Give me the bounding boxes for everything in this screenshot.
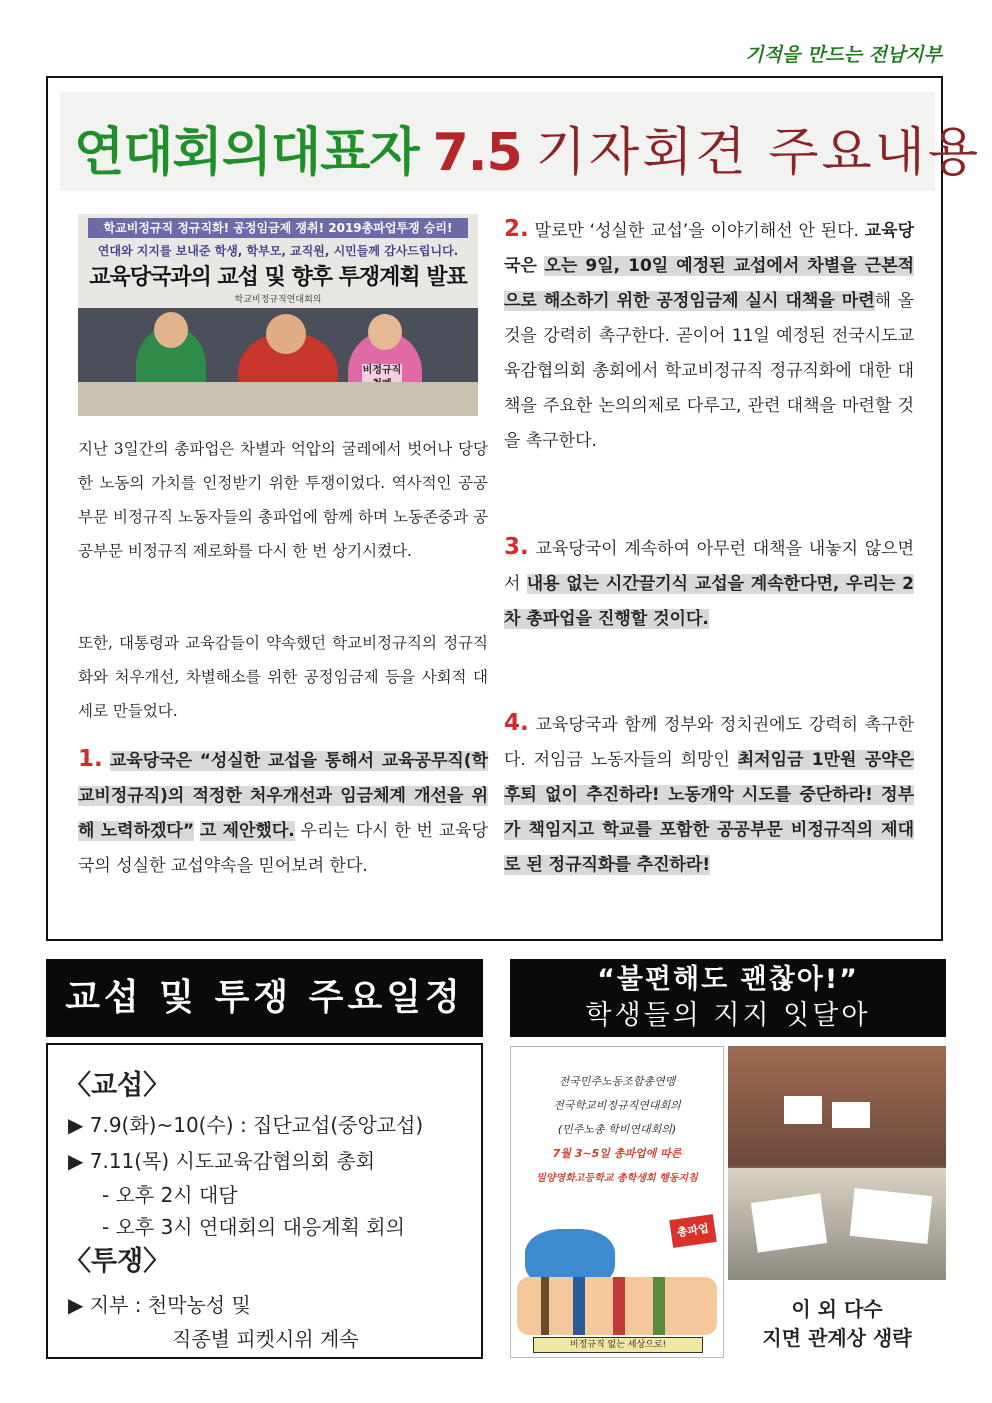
photo-banner (78, 214, 478, 308)
press-conference-box (46, 76, 982, 941)
support-heading-line2: 학생들의 지지 잇달아 (585, 1000, 871, 1031)
schedule-item-2: ▶ 7.11(목) 시도교육감협의회 총회 (68, 1149, 376, 1173)
poster-line-2: 전국학교비정규직연대회의 (553, 1099, 681, 1112)
support-caption (728, 1295, 946, 1353)
schedule-item-5: ▶ 지부 : 천막농성 및 (68, 1293, 251, 1317)
item-3-number: 3. (504, 534, 529, 560)
banner-line1: 학교비정규직 정규직화! 공정임금제 쟁취! 2019총파업투쟁 승리! (88, 218, 468, 238)
poster-line-4: 7월 3~5일 총파업에 따른 (552, 1147, 682, 1160)
press-table (78, 382, 478, 416)
item-2 (504, 212, 914, 459)
banner-line3: 교육당국과의 교섭 및 향후 투쟁계획 발표 (89, 265, 467, 290)
item-4 (504, 706, 914, 883)
left-paragraph-1: 지난 3일간의 총파업은 차별과 억압의 굴레에서 벗어나 당당한 노동의 가치를 인정받기 위한 투쟁이었다. 역사적인 공공부문 비정규직 노동자들의 총파업에 함께 하며 노동존중과 공공부문 비정규직 제로화를 다시 한 번 상기시켰다. (78, 440, 488, 560)
support-sign-3 (751, 1193, 827, 1252)
schedule-item-3: - 오후 2시 대담 (102, 1183, 238, 1207)
left-paragraph-2: 또한, 대통령과 교육감들이 약속했던 학교비정규직의 정규직화와 처우개선, 차별해소를 위한 공정임금제 등을 사회적 대세로 만들었다. (78, 634, 488, 720)
tagline: 기적을 만드는 전남지부 (745, 44, 942, 66)
item-1 (78, 742, 488, 884)
support-heading-line1: “불편해도 괜찮아!” (597, 964, 859, 995)
picket-sign: 비정규직 (362, 364, 402, 392)
item-1-bold: 고 제안했다. (199, 821, 295, 841)
schedule-section-struggle: 〈투쟁〉 (64, 1246, 171, 1277)
student-support-photos (728, 1046, 946, 1280)
support-sign-1 (784, 1096, 822, 1124)
poster-crowd (517, 1277, 717, 1335)
schedule-section-negotiation: 〈교섭〉 (64, 1070, 171, 1101)
poster-line-5: 밀양영화고등학교 총학생회 행동지침 (536, 1173, 698, 1184)
item-1-number: 1. (78, 746, 103, 772)
item-1-highlight: 교육당국은 “성실한 교섭을 통해서 교육공무직(학교비정규직)의 적정한 처우개선과 임금체계 개선을 위해 노력하겠다” (78, 751, 489, 841)
item-1-rest: 우리는 다시 한 번 교육당국의 성실한 교섭약속을 믿어보려 한다. (78, 821, 488, 876)
caption-line1: 이 외 다수 (791, 1297, 883, 1321)
poster-line-1: 전국민주노동조합총연맹 (558, 1075, 676, 1088)
item-2-highlight: 오는 9일, 10일 예정된 교섭에서 차별을 근본적으로 해소하기 위한 공정임금제 실시 대책을 마련 (504, 256, 914, 311)
title-part2: 7.5 (432, 123, 522, 183)
title-part3: 기자회견 주요내용 (535, 123, 982, 183)
item-3-highlight: 내용 없는 시간끌기식 교섭을 계속한다면, 우리는 2차 총파업을 진행할 것이다. (504, 574, 914, 629)
item-4-text-a: 교육당국과 함께 정부와 정치권에도 강력히 촉구한다. 저임금 노동자들의 희망인 (504, 715, 914, 770)
schedule-heading: 교섭 및 투쟁 주요일정 (46, 959, 483, 1037)
schedule-item-6: 직종별 피켓시위 계속 (172, 1327, 359, 1351)
poster-line-3: (민주노총 학비연대회의) (557, 1123, 677, 1136)
title-bar (60, 92, 982, 191)
press-conference-photo (78, 214, 478, 416)
speaker-right-head (368, 314, 402, 350)
banner-line4: 학교비정규직연대회의 (234, 295, 322, 305)
poster-slogan: 비정규직 없는 세상으로! (533, 1337, 703, 1353)
caption-line2: 지면 관계상 생략 (762, 1326, 912, 1350)
item-4-number: 4. (504, 710, 529, 736)
item-4-highlight: 최저임금 1만원 공약은 후퇴 없이 추진하라! 노동개악 시도를 중단하라! 정부가 책임지고 학교를 포함한 공공부문 비정규직의 제대로 된 정규직화를 추진하라! (504, 750, 914, 875)
banner-line2: 연대와 지지를 보내준 학생, 학부모, 교직원, 시민들께 감사드립니다. (97, 244, 459, 258)
title-part1: 연대회의대표자 (74, 123, 419, 183)
item-2-text-c: 해 올 것을 강력히 촉구한다. 곧이어 11일 예정된 전국시도교육감협의회 총회에서 학교비정규직 정규직화에 대한 대책을 주요한 논의의제로 다루고, 관련 대책을 마련할 것을 촉구한다. (504, 291, 915, 451)
speaker-left-head (154, 312, 188, 348)
speaker-middle-head (266, 314, 306, 354)
support-sign-4 (850, 1188, 933, 1244)
item-2-text-b: 교육당국은 (504, 221, 914, 276)
schedule-box (46, 1043, 483, 1359)
main-title (74, 110, 981, 185)
item-2-number: 2. (504, 216, 529, 242)
student-council-poster (510, 1046, 724, 1358)
item-3 (504, 530, 914, 637)
item-3-text-a: 교육당국이 계속하여 아무런 대책을 내놓지 않으면서 (504, 539, 914, 594)
schedule-item-4: - 오후 3시 연대회의 대응계획 회의 (102, 1215, 405, 1239)
support-heading (510, 959, 946, 1037)
item-2-text-a: 말로만 ‘성실한 교섭’을 이야기해선 안 된다. (534, 221, 859, 241)
support-sign-2 (832, 1102, 870, 1128)
poster-strike-tag: 총파업 (669, 1214, 716, 1248)
schedule-item-1: ▶ 7.9(화)~10(수) : 집단교섭(중앙교섭) (68, 1113, 424, 1137)
